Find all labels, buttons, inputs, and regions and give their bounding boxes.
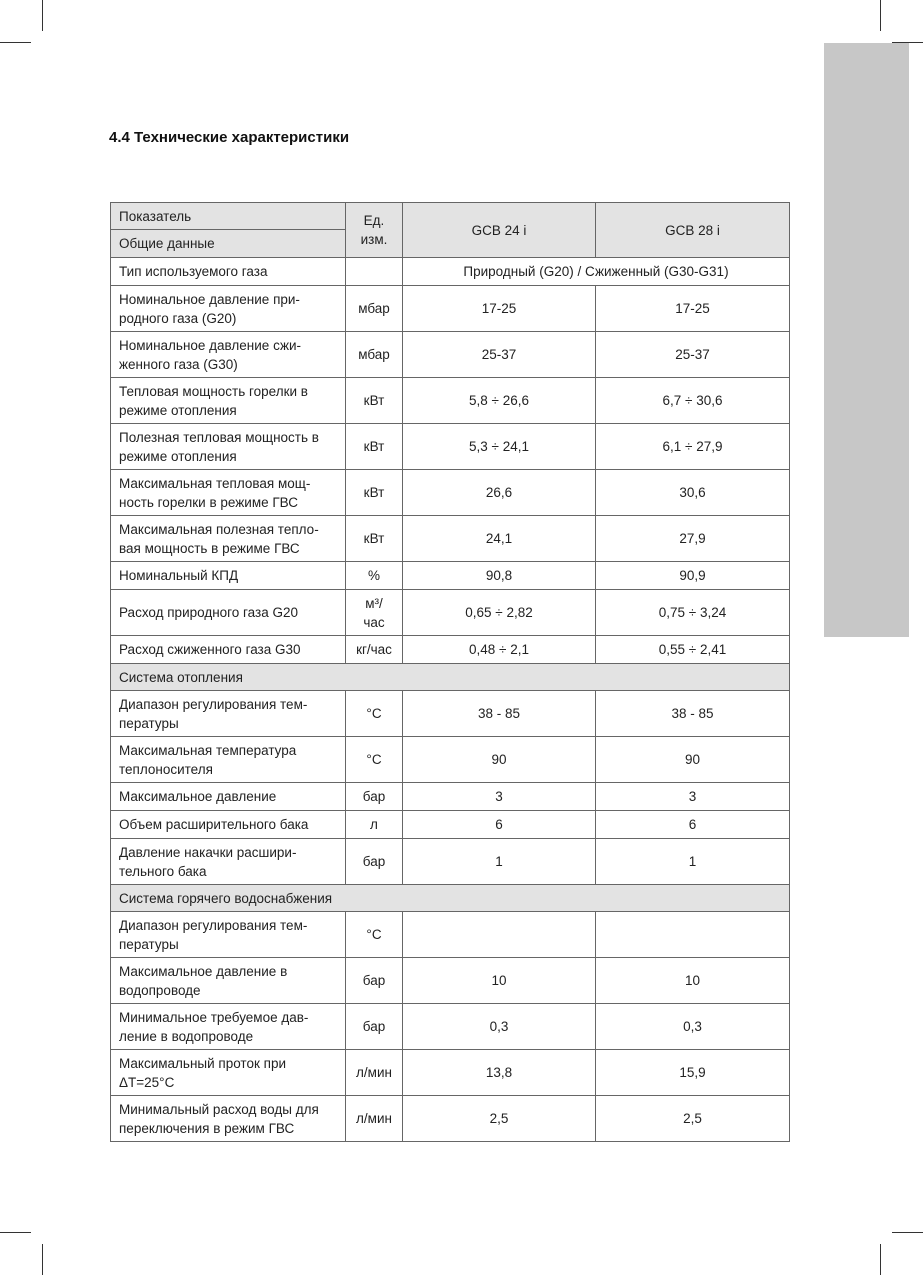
section-header-row bbox=[111, 664, 790, 691]
row-value-2: 27,9 bbox=[596, 516, 790, 562]
row-unit: л bbox=[346, 811, 403, 839]
row-value-1: 5,8 ÷ 26,6 bbox=[403, 378, 596, 424]
row-unit: кг/час bbox=[346, 636, 403, 664]
row-value-1: 17-25 bbox=[403, 286, 596, 332]
heating-rows bbox=[111, 691, 790, 885]
table-row bbox=[111, 958, 790, 1004]
row-value-2: 2,5 bbox=[596, 1096, 790, 1142]
row-value-1: 0,65 ÷ 2,82 bbox=[403, 590, 596, 636]
row-value-2: 0,75 ÷ 3,24 bbox=[596, 590, 790, 636]
row-value-2: 6 bbox=[596, 811, 790, 839]
row-unit: мбар bbox=[346, 286, 403, 332]
row-value-1: 5,3 ÷ 24,1 bbox=[403, 424, 596, 470]
row-label: Расход природного газа G20 bbox=[111, 590, 346, 636]
table-row bbox=[111, 636, 790, 664]
dhw-section-title: Система горячего водоснабжения bbox=[111, 885, 790, 912]
row-value-1: 1 bbox=[403, 839, 596, 885]
row-unit: кВт bbox=[346, 516, 403, 562]
row-unit: бар bbox=[346, 1004, 403, 1050]
crop-mark bbox=[0, 1232, 31, 1233]
crop-mark bbox=[880, 1244, 881, 1275]
row-value-2: 90,9 bbox=[596, 562, 790, 590]
row-value-1: 6 bbox=[403, 811, 596, 839]
row-label: Максимальная тепловая мощ- ность горелки в режиме ГВС bbox=[111, 470, 346, 516]
specs-table bbox=[110, 202, 790, 1142]
row-label: Максимальное давление в водопроводе bbox=[111, 958, 346, 1004]
row-label: Тип используемого газа bbox=[111, 258, 346, 286]
section-header-row bbox=[111, 885, 790, 912]
header-general: Общие данные bbox=[111, 230, 346, 258]
table-row bbox=[111, 1096, 790, 1142]
row-value-1: 90,8 bbox=[403, 562, 596, 590]
crop-mark bbox=[0, 42, 31, 43]
row-label: Номинальное давление при- родного газа (G20) bbox=[111, 286, 346, 332]
table-row bbox=[111, 590, 790, 636]
row-value-1: 90 bbox=[403, 737, 596, 783]
row-value-2: 6,1 ÷ 27,9 bbox=[596, 424, 790, 470]
table-row bbox=[111, 783, 790, 811]
row-value-2: 0,3 bbox=[596, 1004, 790, 1050]
row-value-2: 25-37 bbox=[596, 332, 790, 378]
header-unit: Ед. изм. bbox=[346, 203, 403, 258]
header-param: Показатель bbox=[111, 203, 346, 230]
row-unit: кВт bbox=[346, 378, 403, 424]
row-unit: °C bbox=[346, 691, 403, 737]
table-row bbox=[111, 470, 790, 516]
crop-mark bbox=[42, 1244, 43, 1275]
row-label: Объем расширительного бака bbox=[111, 811, 346, 839]
row-value-1: 25-37 bbox=[403, 332, 596, 378]
table-row bbox=[111, 839, 790, 885]
row-label: Тепловая мощность горелки в режиме отопления bbox=[111, 378, 346, 424]
table-row bbox=[111, 562, 790, 590]
side-tab bbox=[824, 43, 909, 637]
row-value-1: 0,3 bbox=[403, 1004, 596, 1050]
row-value-1: 10 bbox=[403, 958, 596, 1004]
row-value-1: 2,5 bbox=[403, 1096, 596, 1142]
table-row bbox=[111, 691, 790, 737]
heating-section-title: Система отопления bbox=[111, 664, 790, 691]
table-row bbox=[111, 811, 790, 839]
row-value-2: 90 bbox=[596, 737, 790, 783]
header-model-2: GCB 28 i bbox=[596, 203, 790, 258]
row-label: Номинальное давление сжи- женного газа (G30) bbox=[111, 332, 346, 378]
row-label: Расход сжиженного газа G30 bbox=[111, 636, 346, 664]
table-row bbox=[111, 332, 790, 378]
row-value-1 bbox=[403, 912, 596, 958]
row-value-2: 38 - 85 bbox=[596, 691, 790, 737]
row-label: Минимальный расход воды для переключения в режим ГВС bbox=[111, 1096, 346, 1142]
crop-mark bbox=[892, 1232, 923, 1233]
table-row bbox=[111, 1004, 790, 1050]
section-title: 4.4 Технические характеристики bbox=[109, 129, 350, 146]
row-label: Номинальный КПД bbox=[111, 562, 346, 590]
row-value-1: 0,48 ÷ 2,1 bbox=[403, 636, 596, 664]
row-value-2 bbox=[596, 912, 790, 958]
row-value-1: 3 bbox=[403, 783, 596, 811]
table-row bbox=[111, 378, 790, 424]
row-unit: мбар bbox=[346, 332, 403, 378]
row-value-2: 6,7 ÷ 30,6 bbox=[596, 378, 790, 424]
row-value: Природный (G20) / Сжиженный (G30-G31) bbox=[403, 258, 790, 286]
header-row bbox=[111, 203, 790, 230]
row-unit: л/мин bbox=[346, 1050, 403, 1096]
table-row bbox=[111, 912, 790, 958]
row-unit: л/мин bbox=[346, 1096, 403, 1142]
row-unit: °C bbox=[346, 737, 403, 783]
row-value-2: 3 bbox=[596, 783, 790, 811]
row-unit: кВт bbox=[346, 424, 403, 470]
row-label: Диапазон регулирования тем- пературы bbox=[111, 691, 346, 737]
table-row bbox=[111, 424, 790, 470]
row-unit bbox=[346, 258, 403, 286]
row-value-2: 30,6 bbox=[596, 470, 790, 516]
row-unit: бар bbox=[346, 783, 403, 811]
row-label: Полезная тепловая мощность в режиме отопления bbox=[111, 424, 346, 470]
row-value-2: 10 bbox=[596, 958, 790, 1004]
table-row bbox=[111, 737, 790, 783]
table-row bbox=[111, 1050, 790, 1096]
row-label: Максимальная полезная тепло- вая мощность в режиме ГВС bbox=[111, 516, 346, 562]
header-model-1: GCB 24 i bbox=[403, 203, 596, 258]
row-unit: бар bbox=[346, 958, 403, 1004]
crop-mark bbox=[880, 0, 881, 31]
row-label: Диапазон регулирования тем- пературы bbox=[111, 912, 346, 958]
row-value-2: 15,9 bbox=[596, 1050, 790, 1096]
row-unit: кВт bbox=[346, 470, 403, 516]
row-unit: °C bbox=[346, 912, 403, 958]
row-value-1: 24,1 bbox=[403, 516, 596, 562]
row-unit: м³/ час bbox=[346, 590, 403, 636]
general-rows bbox=[111, 286, 790, 664]
row-label: Максимальное давление bbox=[111, 783, 346, 811]
table-row bbox=[111, 286, 790, 332]
row-value-1: 38 - 85 bbox=[403, 691, 596, 737]
row-label: Минимальное требуемое дав- ление в водопроводе bbox=[111, 1004, 346, 1050]
row-unit: % bbox=[346, 562, 403, 590]
row-value-2: 0,55 ÷ 2,41 bbox=[596, 636, 790, 664]
table-row bbox=[111, 516, 790, 562]
row-unit: бар bbox=[346, 839, 403, 885]
row-value-2: 1 bbox=[596, 839, 790, 885]
row-label: Максимальный проток при ΔT=25°C bbox=[111, 1050, 346, 1096]
row-label: Давление накачки расшири- тельного бака bbox=[111, 839, 346, 885]
row-label: Максимальная температура теплоносителя bbox=[111, 737, 346, 783]
row-value-1: 13,8 bbox=[403, 1050, 596, 1096]
row-value-2: 17-25 bbox=[596, 286, 790, 332]
table-row bbox=[111, 258, 790, 286]
row-value-1: 26,6 bbox=[403, 470, 596, 516]
crop-mark bbox=[42, 0, 43, 31]
dhw-rows bbox=[111, 912, 790, 1142]
